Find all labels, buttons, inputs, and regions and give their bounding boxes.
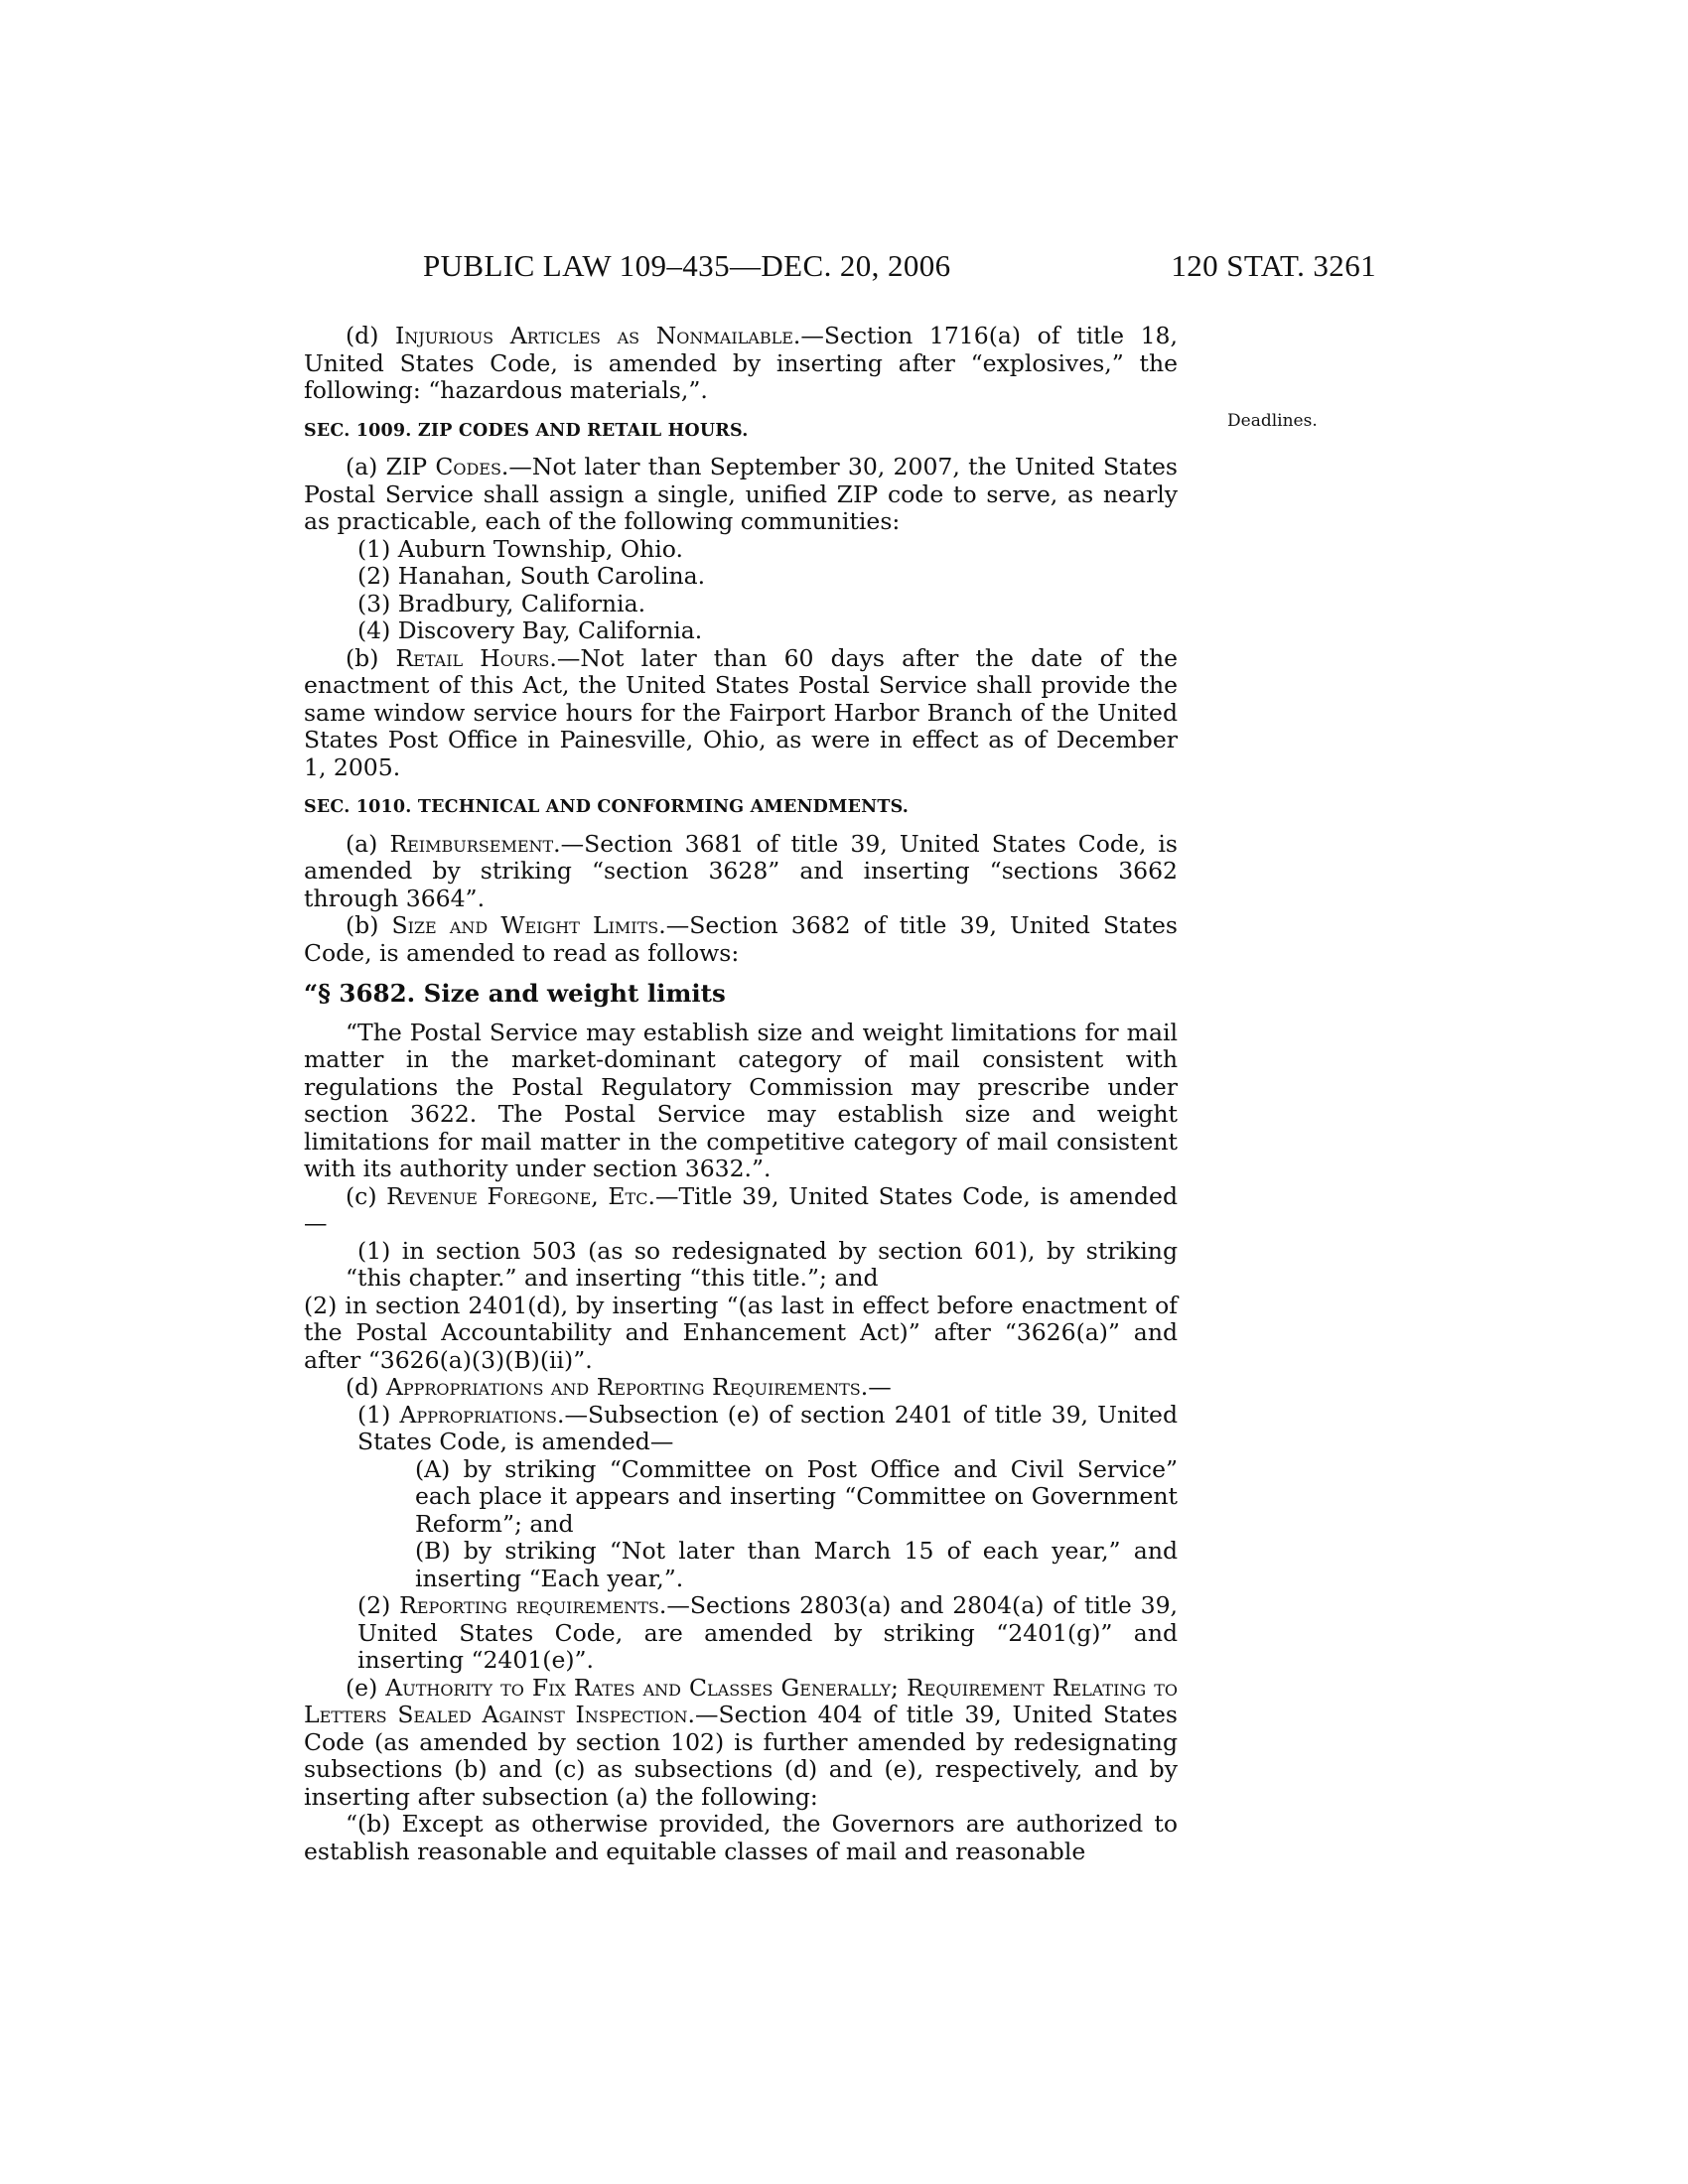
para-c-2: (2) in section 2401(d), by inserting “(as last in effect before enactment of the Postal Accountability and Enhancement Act)” after “3626(a)” and after “3626(a)(3)(B)(ii)”. [304, 1291, 1178, 1374]
section-heading-1009: SEC. 1009. ZIP CODES AND RETAIL HOURS. [304, 420, 749, 441]
para-a-reimbursement: (a) Reimbursement.—Section 3681 of title 39, United States Code, is amended by striking “section 3628” and inserting “sections 3662 through 3664”. [304, 829, 1178, 912]
para-c-revenue: (c) Revenue Foregone, Etc.—Title 39, United States Code, is amended— [304, 1181, 1178, 1237]
para-b-size-weight: (b) Size and Weight Limits.—Section 3682 of title 39, United States Code, is amended to read as follows: [304, 911, 1178, 967]
list-item: (3) Bradbury, California. [357, 589, 646, 617]
running-header-law: PUBLIC LAW 109–435—DEC. 20, 2006 [423, 248, 951, 283]
para-3682-text: “The Postal Service may establish size and weight limitations for mail matter in the market-dominant category of mail consistent with regulations the Postal Regulatory Commission may prescribe under section 3622. The Postal Service may establish size and weight limitations for mail matter in the competitive category of mail consistent with its authority under section 3632.”. [304, 1018, 1178, 1182]
para-a-zip-codes: (a) ZIP Codes.—Not later than September 30, 2007, the United States Postal Service shall assign a single, unified ZIP code to serve, as nearly as practicable, each of the following communities: [304, 453, 1178, 535]
para-e-b-governors: “(b) Except as otherwise provided, the Governors are authorized to establish reasonable and equitable classes of mail and reasonable [304, 1810, 1178, 1865]
para-d-2: (2) Reporting requirements.—Sections 2803(a) and 2804(a) of title 39, United States Code, are amended by striking “2401(g)” and inserting “2401(e)”. [357, 1591, 1178, 1674]
running-header-stat: 120 STAT. 3261 [1171, 248, 1376, 283]
para-d-injurious: (d) Injurious Articles as Nonmailable.—Section 1716(a) of title 18, United States Code, is amended by inserting after “explosives,” the following: “hazardous materials,”. [304, 322, 1178, 404]
para-d-1-B: (B) by striking “Not later than March 15 of each year,” and inserting “Each year,”. [415, 1537, 1178, 1592]
list-item: (4) Discovery Bay, California. [357, 616, 703, 644]
para-d-1: (1) Appropriations.—Subsection (e) of section 2401 of title 39, United States Code, is amended— [357, 1400, 1178, 1455]
section-heading-3682: “§ 3682. Size and weight limits [304, 979, 726, 1008]
para-e-authority: (e) Authority to Fix Rates and Classes Generally; Requirement Relating to Letters Sealed Against Inspection.—Section 404 of title 39, United States Code (as amended by section 102) is further amended by redesignating subsections (b) and (c) as subsections (d) and (e), respectively, and by inserting after subsection (a) the following: [304, 1673, 1178, 1811]
para-d-appropriations: (d) Appropriations and Reporting Requirements.— [346, 1373, 892, 1401]
body-text [304, 323, 1178, 1865]
para-d-1-A: (A) by striking “Committee on Post Office and Civil Service” each place it appears and inserting “Committee on Government Reform”; and [415, 1454, 1178, 1538]
margin-note-deadlines: Deadlines. [1227, 411, 1318, 431]
para-c-1: (1) in section 503 (as so redesignated by section 601), by striking “this chapter.” and inserting “this title.”; and [346, 1236, 1178, 1292]
list-item: (1) Auburn Township, Ohio. [357, 534, 683, 563]
section-heading-1010: SEC. 1010. TECHNICAL AND CONFORMING AMENDMENTS. [304, 797, 910, 817]
para-b-retail-hours: (b) Retail Hours.—Not later than 60 days after the date of the enactment of this Act, the United States Postal Service shall provide the same window service hours for the Fairport Harbor Branch of the United States Post Office in Painesville, Ohio, as were in effect as of December 1, 2005. [304, 643, 1178, 781]
list-item: (2) Hanahan, South Carolina. [357, 562, 706, 590]
